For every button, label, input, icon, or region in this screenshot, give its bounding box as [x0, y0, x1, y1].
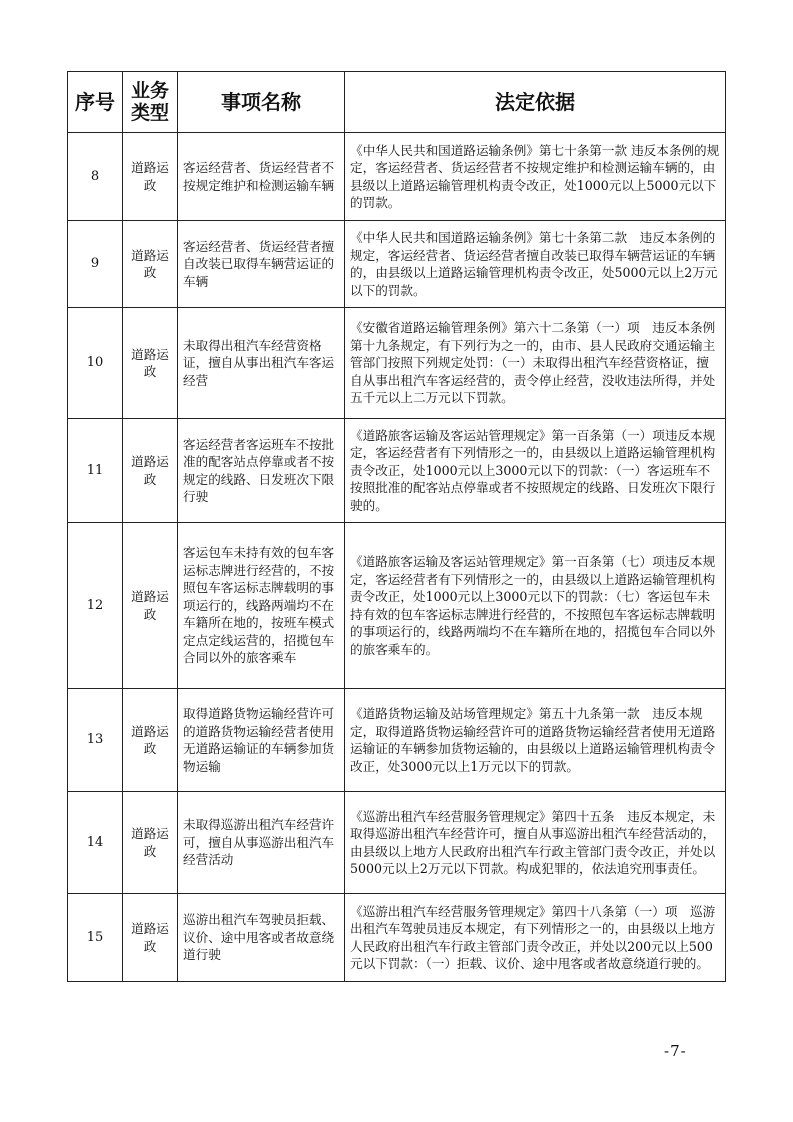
table-header-row — [68, 72, 726, 133]
business-type: 道路运政 — [123, 133, 178, 221]
legal-basis: 《道路旅客运输及客运站管理规定》第一百条第（七）项违反本规定，客运经营者有下列情形之一的，由县级以上道路运输管理机构责令改正，处1000元以上3000元以下的罚款：（七）客运包车未持有效的包车客运标志牌进行经营的，不按照包车客运标志牌载明的事项运行的，线路两端均不在车籍所在地的，招揽包车合同以外的旅客乘车的。 — [345, 523, 726, 689]
item-name: 取得道路货物运输经营许可的道路货物运输经营者使用无道路运输证的车辆参加货物运输 — [178, 689, 345, 792]
serial-number: 12 — [68, 523, 123, 689]
item-name: 未取得巡游出租汽车经营许可，擅自从事巡游出租汽车经营活动 — [178, 792, 345, 894]
regulations-table — [67, 71, 726, 982]
item-name: 客运经营者、货运经营者擅自改装已取得车辆营运证的车辆 — [178, 221, 345, 308]
item-name: 未取得出租汽车经营资格证，擅自从事出租汽车客运经营 — [178, 308, 345, 419]
serial-number: 10 — [68, 308, 123, 419]
item-name: 客运经营者客运班车不按批准的配客站点停靠或者不按规定的线路、日发班次下限行驶 — [178, 419, 345, 523]
header-item-name: 事项名称 — [178, 72, 345, 133]
serial-number: 8 — [68, 133, 123, 221]
table-row — [68, 133, 726, 221]
business-type: 道路运政 — [123, 221, 178, 308]
legal-basis: 《中华人民共和国道路运输条例》第七十条第一款 违反本条例的规定，客运经营者、货运经营者不按规定维护和检测运输车辆的，由县级以上道路运输管理机构责令改正，处1000元以上5000元以下的罚款。 — [345, 133, 726, 221]
legal-basis: 《道路货物运输及站场管理规定》第五十九条第一款 违反本规定，取得道路货物运输经营许可的道路货物运输经营者使用无道路运输证的车辆参加货物运输的，由县级以上道路运输管理机构责令改正，处3000元以上1万元以下的罚款。 — [345, 689, 726, 792]
table-row — [68, 894, 726, 982]
item-name: 客运经营者、货运经营者不按规定维护和检测运输车辆 — [178, 133, 345, 221]
serial-number: 9 — [68, 221, 123, 308]
page-number: -7- — [664, 1042, 687, 1060]
table-row — [68, 308, 726, 419]
legal-basis: 《中华人民共和国道路运输条例》第七十条第二款 违反本条例的规定，客运经营者、货运经营者擅自改装已取得车辆营运证的车辆的，由县级以上道路运输管理机构责令改正，处5000元以上2万元以下的罚款。 — [345, 221, 726, 308]
legal-basis: 《道路旅客运输及客运站管理规定》第一百条第（一）项违反本规定，客运经营者有下列情形之一的，由县级以上道路运输管理机构责令改正，处1000元以上3000元以下的罚款：（一）客运班车不按照批准的配客站点停靠或者不按照规定的线路、日发班次下限行驶的。 — [345, 419, 726, 523]
table-row — [68, 523, 726, 689]
legal-basis: 《安徽省道路运输管理条例》第六十二条第（一）项 违反本条例第十九条规定，有下列行为之一的，由市、县人民政府交通运输主管部门按照下列规定处罚：（一）未取得出租汽车经营资格证，擅自从事出租汽车客运经营的，责令停止经营，没收违法所得，并处五千元以上二万元以下罚款。 — [345, 308, 726, 419]
legal-basis: 《巡游出租汽车经营服务管理规定》第四十五条 违反本规定，未取得巡游出租汽车经营许可，擅自从事巡游出租汽车经营活动的，由县级以上地方人民政府出租汽车行政主管部门责令改正，并处以5000元以上2万元以下罚款。构成犯罪的，依法追究刑事责任。 — [345, 792, 726, 894]
item-name: 客运包车未持有效的包车客运标志牌进行经营的，不按照包车客运标志牌载明的事项运行的，线路两端均不在车籍所在地的，按班车模式定点定线运营的，招揽包车合同以外的旅客乘车 — [178, 523, 345, 689]
business-type: 道路运政 — [123, 419, 178, 523]
table-row — [68, 221, 726, 308]
business-type: 道路运政 — [123, 894, 178, 982]
serial-number: 14 — [68, 792, 123, 894]
business-type: 道路运政 — [123, 792, 178, 894]
table-row — [68, 792, 726, 894]
business-type: 道路运政 — [123, 308, 178, 419]
business-type: 道路运政 — [123, 523, 178, 689]
header-legal-basis: 法定依据 — [345, 72, 726, 133]
item-name: 巡游出租汽车驾驶员拒载、议价、途中甩客或者故意绕道行驶 — [178, 894, 345, 982]
serial-number: 13 — [68, 689, 123, 792]
legal-basis: 《巡游出租汽车经营服务管理规定》第四十八条第（一）项 巡游出租汽车驾驶员违反本规定，有下列情形之一的，由县级以上地方人民政府出租汽车行政主管部门责令改正，并处以200元以上500元以下罚款：（一）拒载、议价、途中甩客或者故意绕道行驶的。 — [345, 894, 726, 982]
table-row — [68, 419, 726, 523]
serial-number: 15 — [68, 894, 123, 982]
header-serial-number: 序号 — [68, 72, 123, 133]
serial-number: 11 — [68, 419, 123, 523]
header-business-type: 业务类型 — [123, 72, 178, 133]
business-type: 道路运政 — [123, 689, 178, 792]
table-row — [68, 689, 726, 792]
